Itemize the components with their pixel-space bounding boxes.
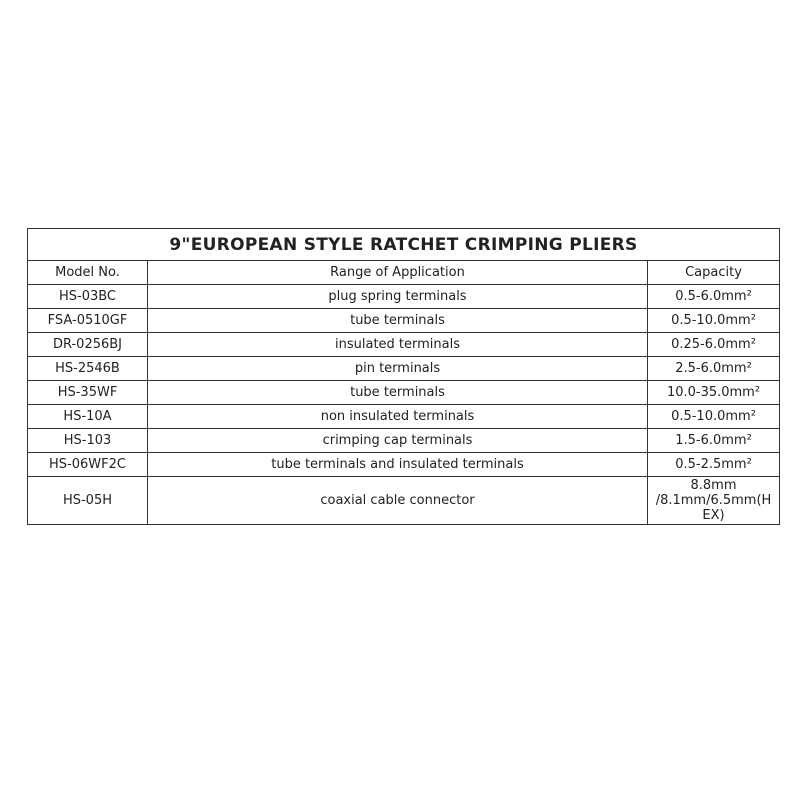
- model-cell: HS-10A: [28, 405, 148, 429]
- table-title: 9"EUROPEAN STYLE RATCHET CRIMPING PLIERS: [28, 229, 780, 261]
- table-row: [28, 477, 780, 525]
- model-cell: FSA-0510GF: [28, 309, 148, 333]
- application-cell: pin terminals: [148, 357, 648, 381]
- header-application: Range of Application: [148, 261, 648, 285]
- model-cell: HS-103: [28, 429, 148, 453]
- application-cell: non insulated terminals: [148, 405, 648, 429]
- model-cell: HS-06WF2C: [28, 453, 148, 477]
- application-cell: coaxial cable connector: [148, 477, 648, 525]
- table-row: [28, 309, 780, 333]
- capacity-line: EX): [702, 508, 725, 523]
- table-row: [28, 333, 780, 357]
- model-cell: HS-35WF: [28, 381, 148, 405]
- application-cell: tube terminals: [148, 309, 648, 333]
- capacity-cell: 0.5-2.5mm²: [648, 453, 780, 477]
- capacity-line: 8.8mm: [690, 478, 737, 493]
- spec-table: [27, 228, 780, 525]
- application-cell: plug spring terminals: [148, 285, 648, 309]
- capacity-cell: [648, 477, 780, 525]
- model-cell: HS-03BC: [28, 285, 148, 309]
- model-cell: HS-2546B: [28, 357, 148, 381]
- capacity-cell: 2.5-6.0mm²: [648, 357, 780, 381]
- application-cell: crimping cap terminals: [148, 429, 648, 453]
- capacity-cell: 0.5-10.0mm²: [648, 309, 780, 333]
- model-cell: HS-05H: [28, 477, 148, 525]
- capacity-cell: 0.25-6.0mm²: [648, 333, 780, 357]
- table-row: [28, 405, 780, 429]
- table-row: [28, 285, 780, 309]
- table-row: [28, 357, 780, 381]
- table-row: [28, 381, 780, 405]
- capacity-line: /8.1mm/6.5mm(H: [655, 493, 772, 508]
- header-capacity: Capacity: [648, 261, 780, 285]
- capacity-cell: 10.0-35.0mm²: [648, 381, 780, 405]
- table-row: [28, 429, 780, 453]
- header-model: Model No.: [28, 261, 148, 285]
- application-cell: tube terminals: [148, 381, 648, 405]
- title-row: [28, 229, 780, 261]
- capacity-cell: 0.5-10.0mm²: [648, 405, 780, 429]
- model-cell: DR-0256BJ: [28, 333, 148, 357]
- header-row: [28, 261, 780, 285]
- table-row: [28, 453, 780, 477]
- capacity-cell: 1.5-6.0mm²: [648, 429, 780, 453]
- application-cell: insulated terminals: [148, 333, 648, 357]
- application-cell: tube terminals and insulated terminals: [148, 453, 648, 477]
- capacity-cell: 0.5-6.0mm²: [648, 285, 780, 309]
